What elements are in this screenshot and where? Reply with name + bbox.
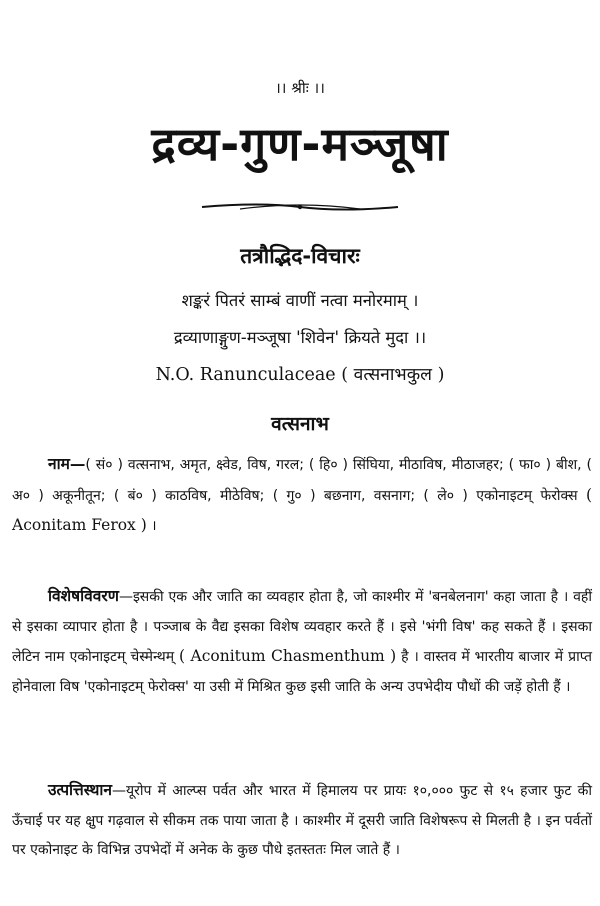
special-text: —इसकी एक और जाति का व्यवहार होता है, जो काश्मीर में 'बनबेलनाग' कहा जाता है । वहीं से इसका व्यापार होता है । पञ्जाब के वैद्य इसका विशेष व्यवहार करते हैं । इसे 'भंगी विष' कह सकते हैं । इसका लेटिन नाम एकोनाइटम् चेस्मेन्थम्: [12, 589, 592, 665]
origin-label: उत्पत्तिस्थान: [48, 781, 112, 799]
names-paragraph: [12, 450, 592, 542]
names-latin: ( Aconitam Ferox ): [12, 485, 592, 534]
special-paragraph: [12, 582, 592, 702]
names-text: ( सं० ) वत्सनाभ, अमृत, क्ष्वेड, विष, गरल; ( हि० ) सिंघिया, मीठाविष, मीठाजहर; ( फा० ) बीश, ( अ० ) अकूनीतून; ( बं० ) काठविष, मीठेविष; ( गु० ) बछनाग, वसनाग; ( ले० ) एकोनाइटम् फेरोक्स: [12, 457, 592, 504]
invocation: ।। श्रीः ।।: [275, 79, 325, 97]
entry-heading: वत्सनाभ: [271, 413, 329, 435]
origin-text: —यूरोप में आल्प्स पर्वत और भारत में हिमालय पर प्रायः १०,००० फुट से १५ हजार फुट की ऊँचाई पर यह क्षुप गढ़वाल से सीकम तक पाया जाता है । काश्मीर में दूसरी जाति विशेषरूप से मिलती है । इन पर्वतों पर एकोनाइट के विभिन्न उपभेदों में अनेक के कुछ पौधे इतस्ततः मिल जाते हैं ।: [12, 783, 592, 858]
names-label: नाम—: [48, 455, 86, 473]
names-end: ।: [151, 518, 157, 534]
page-title: द्रव्य-गुण-मञ्जूषा: [151, 117, 449, 171]
verse-line-1: शङ्करं पितरं साम्बं वाणीं नत्वा मनोरमाम् ।: [181, 291, 419, 310]
origin-paragraph: [12, 776, 592, 866]
verse-line-2: द्रव्याणाङ्गुण-मञ्जूषा 'शिवेन' क्रियते मुदा ।।: [173, 328, 427, 347]
plant-family: [0, 362, 600, 386]
special-label: विशेषविवरण: [48, 587, 119, 605]
section-subtitle: तत्रौद्भिद-विचारः: [240, 244, 360, 268]
family-latin: N.O. Ranunculaceae: [155, 365, 336, 385]
ornament-divider: [200, 200, 400, 214]
special-latin: ( Aconitum Chasmenthum ): [179, 647, 397, 665]
family-hindi: ( वत्सनाभकुल ): [341, 365, 445, 385]
special-text-end: है । वास्तव में भारतीय बाजार में प्राप्त होनेवाला विष 'एकोनाइटम् फेरोक्स' या उसी में मिश्रित कुछ इसी जाति के अन्य उपभेदीय पौधों की जड़ें होती हैं ।: [12, 649, 592, 695]
